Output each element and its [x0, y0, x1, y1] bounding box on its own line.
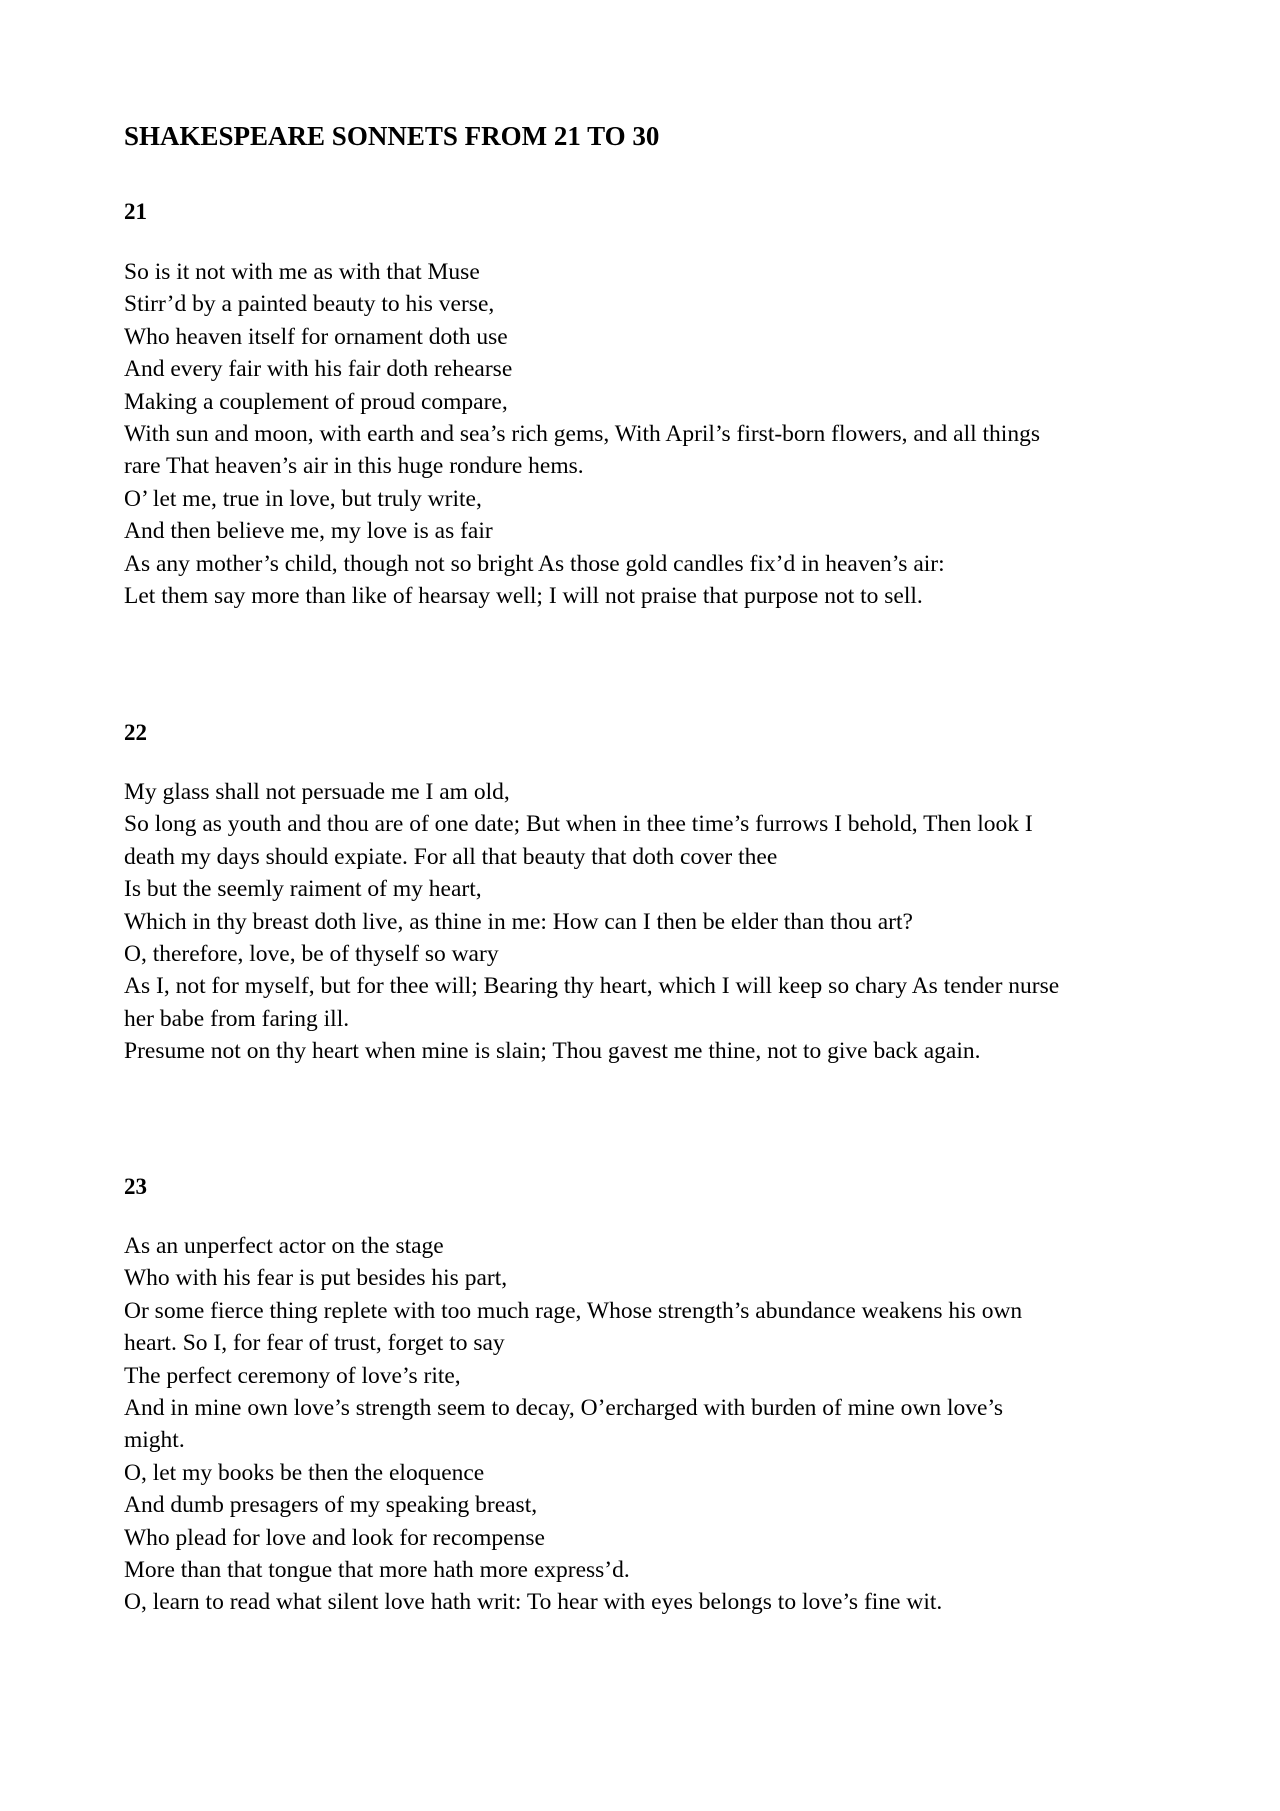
document-title: SHAKESPEARE SONNETS FROM 21 TO 30 [124, 121, 660, 151]
verse-line: The perfect ceremony of love’s rite, [124, 1362, 461, 1389]
sonnet-number-21: 21 [124, 199, 147, 224]
verse-line: Who heaven itself for ornament doth use [124, 323, 508, 350]
verse-line: As I, not for myself, but for thee will; Bearing thy heart, which I will keep so chary As tender nurse [124, 973, 1060, 1000]
verse-line: death my days should expiate. For all that beauty that doth cover thee [124, 843, 778, 870]
verse-line: As an unperfect actor on the stage [124, 1233, 444, 1259]
verse-line: O’ let me, true in love, but truly write, [124, 485, 482, 512]
verse-line: might. [124, 1427, 185, 1454]
verse-line: As any mother’s child, though not so bright As those gold candles fix’d in heaven’s air: [124, 550, 945, 577]
verse-line: O, let my books be then the eloquence [124, 1459, 485, 1486]
sonnet-22-text [124, 776, 1059, 1068]
verse-line: And every fair with his fair doth rehearse [124, 356, 513, 383]
sonnet-number-23: 23 [124, 1174, 147, 1199]
verse-line: My glass shall not persuade me I am old, [124, 779, 510, 805]
verse-line: O, learn to read what silent love hath writ: To hear with eyes belongs to love’s fine wit. [124, 1589, 943, 1616]
verse-line: Let them say more than like of hearsay well; I will not praise that purpose not to sell. [124, 583, 923, 610]
verse-line: And in mine own love’s strength seem to decay, O’ercharged with burden of mine own love’s [124, 1395, 1004, 1422]
verse-line: rare That heaven’s air in this huge rondure hems. [124, 453, 584, 480]
verse-line: Presume not on thy heart when mine is slain; Thou gavest me thine, not to give back again. [124, 1038, 981, 1065]
verse-line: O, therefore, love, be of thyself so wary [124, 941, 499, 968]
verse-line: Which in thy breast doth live, as thine in me: How can I then be elder than thou art? [124, 908, 913, 935]
verse-line: Who with his fear is put besides his part, [124, 1265, 508, 1292]
verse-line: Or some fierce thing replete with too much rage, Whose strength’s abundance weakens his own [124, 1297, 1023, 1324]
document-page [124, 120, 1164, 1616]
sonnet-23-text [124, 1230, 1022, 1619]
verse-line: her babe from faring ill. [124, 1005, 350, 1032]
verse-line: More than that tongue that more hath more express’d. [124, 1557, 630, 1584]
verse-line: With sun and moon, with earth and sea’s rich gems, With April’s first-born flowers, and all things [124, 421, 1040, 448]
sonnet-number-22: 22 [124, 720, 147, 745]
verse-line: So long as youth and thou are of one date; But when in thee time’s furrows I behold, Then look I [124, 811, 1033, 838]
sonnet-21-text [124, 256, 1040, 612]
verse-line: heart. So I, for fear of trust, forget to say [124, 1330, 505, 1357]
verse-line: Is but the seemly raiment of my heart, [124, 876, 482, 903]
verse-line: And dumb presagers of my speaking breast, [124, 1492, 538, 1519]
verse-line: Making a couplement of proud compare, [124, 388, 508, 415]
verse-line: So is it not with me as with that Muse [124, 259, 480, 285]
verse-line: Who plead for love and look for recompense [124, 1524, 545, 1551]
verse-line: Stirr’d by a painted beauty to his verse, [124, 291, 495, 318]
verse-line: And then believe me, my love is as fair [124, 518, 493, 545]
